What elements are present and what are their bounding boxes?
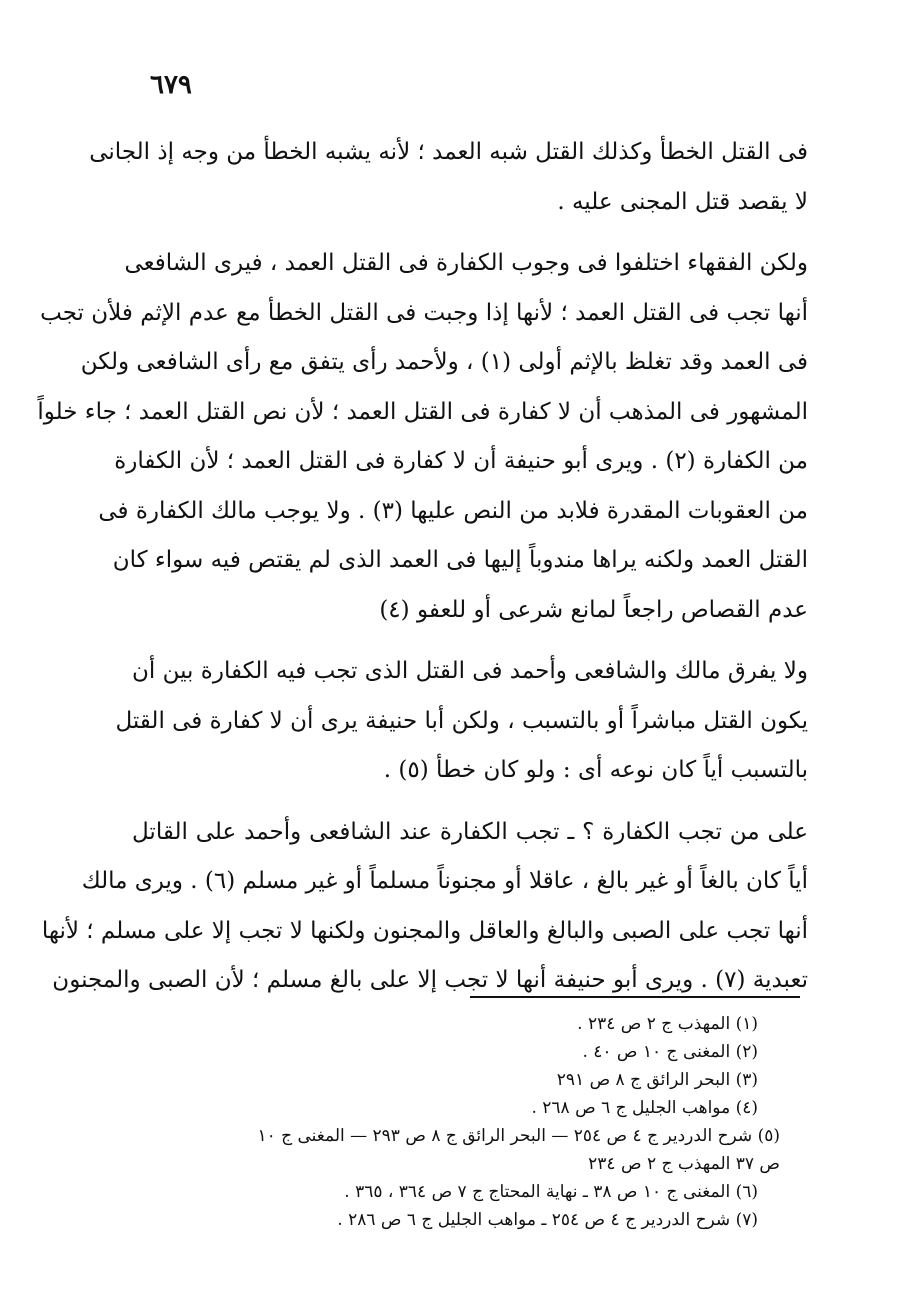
text-line: المشهور فى المذهب أن لا كفارة فى القتل العمد ؛ لأن نص القتل العمد ؛ جاء خلواً bbox=[37, 398, 808, 425]
text-line: فى العمد وقد تغلظ بالإثم أولى (١) ، ولأحمد رأى يتفق مع رأى الشافعى ولكن bbox=[80, 349, 808, 375]
text-line: القتل العمد ولكنه يراها مندوباً إليها فى العمد الذى لم يقتص فيه سواء كان bbox=[112, 547, 808, 573]
footnotes bbox=[140, 1010, 780, 1234]
page-number: ٦٧٩ bbox=[150, 70, 192, 100]
footnote-divider bbox=[470, 996, 800, 998]
footnote: (٥) شرح الدردير ج ٤ ص ٢٥٤ — البحر الرائق ج ٨ ص ٢٩٣ — المغنى ج ١٠ bbox=[257, 1126, 780, 1146]
text-line: فى القتل الخطأ وكذلك القتل شبه العمد ؛ لأنه يشبه الخطأ من وجه إذ الجانى bbox=[89, 139, 808, 165]
footnote-continuation: ص ٣٧ المهذب ج ٢ ص ٢٣٤ bbox=[588, 1154, 780, 1174]
paragraph-3 bbox=[115, 647, 808, 796]
text-line: عدم القصاص راجعاً لمانع شرعى أو للعفو (٤) bbox=[379, 596, 808, 623]
text-line: من العقوبات المقدرة فلابد من النص عليها (٣) . ولا يوجب مالك الكفارة فى bbox=[98, 497, 808, 524]
footnote: (٣) البحر الرائق ج ٨ ص ٢٩١ bbox=[556, 1070, 758, 1090]
text-line: أنها تجب على الصبى والبالغ والعاقل والمجنون ولكنها لا تجب إلا على مسلم ؛ لأنها bbox=[41, 917, 808, 944]
footnote: (٦) المغنى ج ١٠ ص ٣٨ ـ نهاية المحتاج ج ٧ ص ٣٦٤ ، ٣٦٥ . bbox=[344, 1182, 758, 1202]
paragraph-4 bbox=[41, 808, 808, 1006]
text-line: من الكفارة (٢) . ويرى أبو حنيفة أن لا كفارة فى القتل العمد ؛ لأن الكفارة bbox=[114, 448, 808, 474]
text-line: ولا يفرق مالك والشافعى وأحمد فى القتل الذى تجب فيه الكفارة بين أن bbox=[132, 658, 808, 684]
text-line: يكون القتل مباشراً أو بالتسبب ، ولكن أبا حنيفة يرى أن لا كفارة فى القتل bbox=[115, 707, 808, 734]
text-line: أنها تجب فى القتل العمد ؛ لأنها إذا وجبت فى القتل الخطأ مع عدم الإثم فلأن تجب bbox=[40, 299, 808, 326]
text-line: أياً كان بالغاً أو غير بالغ ، عاقلا أو مجنوناً مسلماً أو غير مسلم (٦) . ويرى مالك bbox=[81, 868, 808, 894]
paragraph-1 bbox=[89, 128, 808, 227]
footnote: (٢) المغنى ج ١٠ ص ٤٠ . bbox=[582, 1042, 758, 1062]
text-line: لا يقصد قتل المجنى عليه . bbox=[557, 188, 808, 215]
text-line: على من تجب الكفارة ؟ ـ تجب الكفارة عند الشافعى وأحمد على القاتل bbox=[132, 818, 808, 845]
text-line: تعبدية (٧) . ويرى أبو حنيفة أنها لا تجب إلا على بالغ مسلم ؛ لأن الصبى والمجنون bbox=[52, 967, 808, 993]
paragraph-2 bbox=[37, 239, 808, 635]
footnote: (١) المهذب ج ٢ ص ٢٣٤ . bbox=[577, 1014, 758, 1034]
text-line: ولكن الفقهاء اختلفوا فى وجوب الكفارة فى القتل العمد ، فيرى الشافعى bbox=[124, 250, 808, 276]
footnote: (٤) مواهب الجليل ج ٦ ص ٢٦٨ . bbox=[531, 1098, 758, 1118]
main-text bbox=[37, 128, 808, 1018]
footnote: (٧) شرح الدردير ج ٤ ص ٢٥٤ ـ مواهب الجليل ج ٦ ص ٢٨٦ . bbox=[337, 1210, 758, 1230]
text-line: بالتسبب أياً كان نوعه أى : ولو كان خطأ (٥) . bbox=[383, 757, 808, 783]
